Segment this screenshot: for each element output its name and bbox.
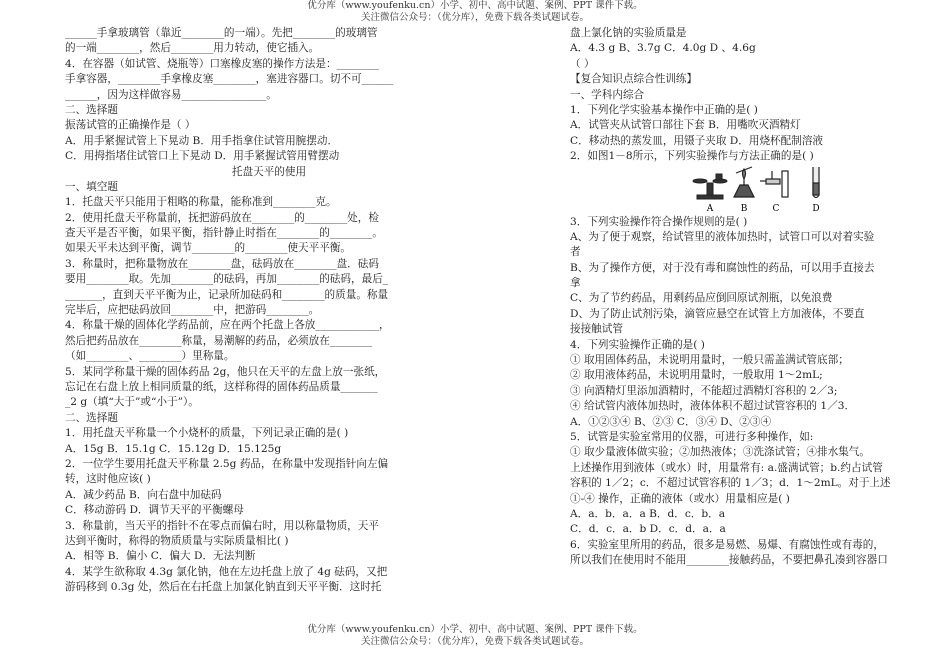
question-stem: 2．如图1－8所示，下列实验操作与方法正确的是( ) (570, 150, 814, 163)
header-line-1: 优分库（www.youfenku.cn）小学、初中、高中试题、案例、PPT 课件下载。 (307, 0, 643, 11)
text-line: 查天平是否平衡，如果平衡，指针静止时指在________的________。 (65, 227, 383, 240)
section-heading: 一、填空题 (65, 180, 118, 193)
question-stem: 4．某学生欲称取 4.3g 氯化钠，他在左边托盘上放了 4g 砝码，又把 (65, 565, 388, 578)
text-line: ①-④ 操作，正确的液体（或水）用量相应是( ) (570, 492, 790, 505)
figure-label-c: C (772, 203, 780, 214)
question-stem: 游码移到 0.3g 处，然后在右托盘上加氯化钠直到天平平衡．这时托 (65, 581, 382, 594)
text-line: ______，因为这样做容易________________。 (65, 88, 277, 101)
figure-label-a: A (706, 203, 714, 214)
text-line: 5．某同学称量干燥的固体药品 2g，他只在天平的左盘上放一张纸， (65, 365, 386, 378)
text-line: ④ 给试管内液体加热时，液体体积不超过试管容积的 1／3． (570, 400, 856, 413)
figure-lab-operations (570, 165, 950, 215)
text-line: 3．称量时，把称量物放在________盘，砝码放在________盘．砝码 (65, 257, 379, 270)
alcohol-lamp-icon (734, 167, 754, 197)
answer-bracket: （ ） (570, 57, 595, 70)
option-line: 接接触试管 (570, 323, 623, 336)
option-line: C．移动游码 D．调节天平的平衡螺母 (65, 504, 244, 517)
question-stem: 达到平衡时，称得的物质质量与实际质量相比( ) (65, 534, 289, 547)
question-stem: 1．用托盘天平称量一个小烧杯的质量，下列记录正确的是( ) (65, 427, 349, 440)
option-line: A．a．b．a．a B．d．c．b．a (570, 507, 726, 520)
text-line: _______，直到天平平衡为止，记录所加砝码和________的质量。称量 (65, 288, 389, 301)
balance-icon (693, 174, 727, 199)
left-column (65, 26, 473, 595)
question-stem: 6．实验室里所用的药品，很多是易燃、易爆、有腐蚀性或有毒的， (570, 538, 884, 551)
section-heading: 二、选择题 (65, 103, 118, 116)
text-line: 然后把药品放在________称量，易潮解的药品，必须放在________ (65, 334, 373, 347)
footer-line-1: 优分库（www.youfenku.cn）小学、初中、高中试题、案例、PPT 课件下载。 (307, 624, 643, 635)
question-stem: 振荡试管的正确操作是（ ） (65, 119, 196, 132)
question-stem: 3．下列实验操作符合操作规则的是( ) (570, 215, 748, 228)
question-stem: 5．试管是实验室常用的仪器，可进行多种操作，如: (570, 430, 814, 443)
text-line: （如________、________）里称量。 (65, 350, 235, 363)
text-line: ______手拿玻璃管（靠近________的一端）。先把________的玻璃管 (65, 27, 378, 39)
option-line: A．相等 B．偏小 C．偏大 D．无法判断 (65, 550, 256, 563)
text-line: ② 取用液体药品，未说明用量时，一般取用 1～2mL; (570, 369, 823, 382)
option-line: A．①②③④ B、②③ C．③④ D、②③④ (570, 415, 772, 428)
text-line: 2．使用托盘天平称量前，抚把游码放在________的________处，检 (65, 211, 379, 224)
question-stem: 2．一位学生要用托盘天平称量 2.5g 药品，在称量中发现指针向左偏 (65, 457, 389, 470)
text-line: 盘上氯化钠的实验质量是 (570, 27, 687, 39)
section-heading: 二、选择题 (65, 411, 118, 424)
text-line: 忘记在右盘上放上相同质量的纸，这样称得的固体药品质量_______ (65, 380, 378, 393)
text-line: 的一端________，然后________用力转动，使它插入。 (65, 42, 320, 55)
option-line: C．d．c．a．b D．c．d．a．a (570, 523, 726, 536)
text-line: ③ 向酒精灯里添加酒精时，不能超过酒精灯容积的 2／3; (570, 384, 838, 397)
option-line: B、为了操作方便，对于没有毒和腐蚀性的药品，可以用手直接去 (570, 261, 875, 274)
question-stem: 3．称量前，当天平的指针不在零点而偏右时，用以称量物质，天平 (65, 519, 379, 532)
right-column (570, 26, 950, 569)
option-line: C．移动热的蒸发皿，用镊子夹取 D．用烧杯配制溶液 (570, 134, 824, 147)
question-stem: 4．下列实验操作正确的是( ) (570, 338, 705, 351)
text-line: 1．托盘天平只能用于粗略的称量，能称准到________克。 (65, 196, 337, 209)
option-line: A．15g B．15.1g C．15.12g D．15.125g (65, 442, 282, 455)
text-line: 上述操作用到液体（或水）时，用量常有: a.盛满试管；b.约占试管 (570, 461, 883, 474)
option-line: A．减少药品 B．向右盘中加砝码 (65, 488, 222, 501)
option-line: C、为了节约药品，用剩药品应倒回原试剂瓶，以免浪费 (570, 292, 833, 305)
figure-label-b: B (740, 203, 748, 214)
option-line: D、为了防止试剂污染，滴管应悬空在试管上方加液体，不要直 (570, 307, 865, 320)
test-tube-icon (813, 167, 819, 198)
page-footer (0, 624, 950, 648)
question-stem: 所以我们在使用时不能用________接触药品，不要把鼻孔凑到容器口 (570, 554, 888, 567)
text-line: 容积的 1／2；c．不超过试管容积的 1／3；d．1～2mL。对于上述 (570, 477, 891, 490)
question-stem: 转，这时他应该( ) (65, 473, 151, 486)
option-line: A．试管夹从试管口部往下套 B．用嘴吹灭酒精灯 (570, 119, 801, 132)
text-line: 4．称量干燥的固体化学药品前，应在两个托盘上各放____________， (65, 319, 390, 332)
section-heading: 一、学科内综合 (570, 88, 645, 101)
option-line: 者 (570, 246, 581, 259)
figure-label-d: D (812, 203, 820, 214)
page-header (0, 0, 950, 24)
option-line: A、为了便于观察，给试管里的液体加热时，试管口可以对着实验 (570, 230, 875, 243)
text-line: 要用________取。先加________的砝码，再加________的砝码，最后_ (65, 273, 389, 286)
dropper-icon (760, 171, 788, 197)
option-line: A．用手紧握试管上下晃动 B．用手指拿住试管用腕摆动． (65, 134, 339, 147)
text-line: ① 取用固体药品，未说明用量时，一般只需盖满试管底部； (570, 354, 849, 367)
section-title: 托盘天平的使用 (231, 165, 307, 178)
option-line: 拿 (570, 277, 581, 290)
footer-line-2: 关注微信公众号：（优分库），免费下载各类试题试卷。 (360, 636, 589, 647)
figure-svg (570, 165, 950, 215)
text-line: 完毕后，应把砝码放回________中，把游码________。 (65, 304, 320, 317)
option-line: A．4.3 g B、3.7g C．4.0g D 、4.6g (570, 42, 756, 55)
question-stem: 1．下列化学实验基本操作中正确的是( ) (570, 103, 758, 116)
option-line: C．用拇指堵住试管口上下晃动 D．用手紧握试管用臂摆动 (65, 150, 340, 163)
header-line-2: 关注微信公众号：（优分库），免费下载各类试题试卷。 (360, 12, 589, 23)
text-line: _2 g（填“大于”或“小于”）。 (65, 396, 199, 409)
text-line: 如果天平未达到平衡，调节________的________使天平平衡。 (65, 242, 352, 255)
text-line: 4．在容器（如试管、烧瓶等）口塞橡皮塞的操作方法是：________ (65, 57, 379, 70)
section-heading: 【复合知识点综合性训练】 (570, 73, 698, 86)
text-line: 手拿容器，________手拿橡皮塞________，塞进容器口。切不可______ (65, 73, 394, 86)
text-line: ① 取少量液体做实验；②加热液体；③洗涤试管；④排水集气。 (570, 446, 870, 459)
